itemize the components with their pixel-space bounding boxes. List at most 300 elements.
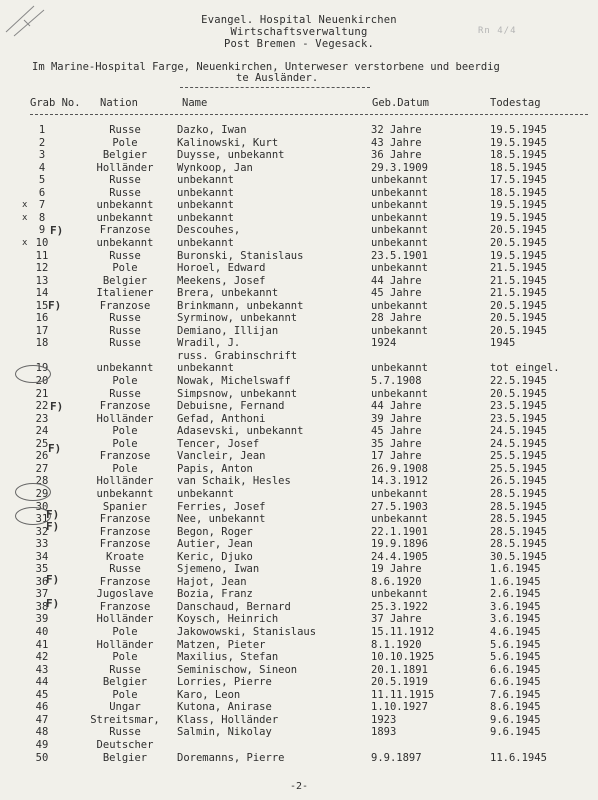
birth-date-cell: 19.9.1896	[371, 539, 428, 551]
death-date-cell: 1.6.1945	[490, 564, 541, 576]
nation-cell: Russe	[109, 727, 141, 739]
death-date-cell: 19.5.1945	[490, 212, 547, 224]
table-row	[0, 251, 598, 262]
death-date-cell: 9.6.1945	[490, 727, 541, 739]
name-cell: unbekannt	[177, 363, 234, 375]
grab-number: 26	[35, 451, 49, 463]
grab-number: 37	[35, 589, 49, 601]
margin-mark: F)	[48, 442, 62, 455]
grab-number: 33	[35, 539, 49, 551]
grab-number: 43	[35, 664, 49, 676]
death-date-cell: 18.5.1945	[490, 162, 547, 174]
row-mark: x	[22, 237, 28, 248]
birth-date-cell: 29.3.1909	[371, 162, 428, 174]
table-row	[0, 363, 598, 374]
birth-date-cell: 1924	[371, 338, 397, 350]
death-date-cell: 21.5.1945	[490, 275, 547, 287]
name-cell: Koysch, Heinrich	[177, 614, 279, 626]
nation-cell: Pole	[112, 652, 138, 664]
row-mark: x	[22, 200, 28, 211]
table-row	[0, 665, 598, 676]
nation-cell: Pole	[112, 426, 138, 438]
grab-number: 14	[35, 288, 49, 300]
nation-cell: Belgier	[102, 752, 148, 764]
nation-cell: Russe	[109, 175, 141, 187]
nation-cell: Spanier	[102, 501, 148, 513]
name-cell: Karo, Leon	[177, 689, 241, 701]
birth-date-cell: 9.9.1897	[371, 752, 422, 764]
name-cell: Kutona, Anirase	[177, 702, 272, 714]
name-cell: unbekannt	[177, 237, 234, 249]
birth-date-cell: 45 Jahre	[371, 288, 422, 300]
grab-number: 31	[35, 514, 49, 526]
death-date-cell: 5.6.1945	[490, 652, 541, 664]
nation-cell: Belgier	[102, 275, 148, 287]
table-row	[0, 552, 598, 563]
birth-date-cell: unbekannt	[371, 187, 428, 199]
birth-date-cell: 43 Jahre	[371, 137, 422, 149]
circle-annotation-29	[15, 483, 51, 501]
grab-number: 18	[35, 338, 49, 350]
birth-date-cell: unbekannt	[371, 589, 428, 601]
birth-date-cell: 5.7.1908	[371, 376, 422, 387]
grab-number: 2	[38, 137, 46, 149]
nation-cell: unbekannt	[96, 488, 154, 500]
name-cell: russ. Grabinschrift	[177, 350, 298, 362]
birth-date-cell: 17 Jahre	[371, 451, 422, 463]
grab-number: 35	[35, 564, 49, 576]
table-row	[0, 464, 598, 475]
nation-cell: Russe	[109, 564, 141, 576]
nation-cell: Franzose	[99, 526, 151, 538]
death-date-cell: 20.5.1945	[490, 388, 547, 400]
death-date-cell: 7.6.1945	[490, 689, 541, 701]
birth-date-cell: unbekannt	[371, 325, 428, 337]
death-date-cell: 3.6.1945	[490, 601, 541, 613]
birth-date-cell: unbekannt	[371, 212, 428, 224]
death-date-cell: 19.5.1945	[490, 137, 547, 149]
grab-number: 42	[35, 652, 49, 664]
table-row	[0, 338, 598, 349]
nation-cell: Holländer	[96, 614, 154, 626]
death-date-cell: 5.6.1945	[490, 639, 541, 651]
grab-number: 45	[35, 689, 49, 701]
table-row	[0, 589, 598, 600]
birth-date-cell: unbekannt	[371, 225, 428, 237]
table-row	[0, 451, 598, 462]
name-cell: Descouhes,	[177, 225, 241, 237]
name-cell: Nee, unbekannt	[177, 514, 266, 526]
col-header-death: Todestag	[490, 97, 541, 109]
nation-cell: Franzose	[99, 539, 151, 551]
name-cell: Danschaud, Bernard	[177, 601, 291, 613]
grab-number: 34	[35, 551, 49, 563]
death-date-cell: 20.5.1945	[490, 225, 547, 237]
nation-cell: Franzose	[99, 300, 151, 312]
name-cell: Demiano, Illijan	[177, 325, 279, 337]
nation-cell: Franzose	[99, 225, 151, 237]
margin-mark: F)	[46, 508, 60, 521]
header-line-2: Wirtschaftsverwaltung	[230, 26, 368, 38]
grab-number: 24	[35, 426, 49, 438]
grab-number: 30	[35, 501, 49, 513]
death-date-cell: 20.5.1945	[490, 313, 547, 325]
table-row	[0, 313, 598, 324]
name-cell: Jakowowski, Stanislaus	[177, 627, 317, 638]
table-row	[0, 426, 598, 437]
col-header-grab-no: Grab No.	[30, 97, 81, 109]
nation-cell: Franzose	[99, 451, 151, 463]
table-row	[0, 301, 598, 312]
birth-date-cell: 14.3.1912	[371, 476, 428, 488]
birth-date-cell: 36 Jahre	[371, 150, 422, 162]
nation-cell: Holländer	[96, 476, 154, 488]
death-date-cell: tot eingel.	[490, 363, 560, 375]
table-row	[0, 351, 598, 362]
grab-number: 16	[35, 313, 49, 325]
grab-number: 7	[38, 200, 46, 212]
nation-cell: Pole	[112, 376, 138, 387]
grab-number: 23	[35, 413, 49, 425]
row-mark: x	[22, 212, 28, 223]
grab-number: 28	[35, 476, 49, 488]
table-row	[0, 602, 598, 613]
birth-date-cell: 22.1.1901	[371, 526, 428, 538]
name-cell: Debuisne, Fernand	[177, 401, 285, 413]
name-cell: Sjemeno, Iwan	[177, 564, 260, 576]
grab-number: 50	[35, 752, 49, 764]
name-cell: unbekannt	[177, 212, 234, 224]
name-cell: Syrminow, unbekannt	[177, 313, 298, 325]
birth-date-cell: 26.9.1908	[371, 463, 428, 475]
nation-cell: Kroate	[106, 551, 144, 563]
death-date-cell: 28.5.1945	[490, 526, 547, 538]
table-row	[0, 677, 598, 688]
birth-date-cell: 28 Jahre	[371, 313, 422, 325]
death-date-cell: 28.5.1945	[490, 514, 547, 526]
death-date-cell: 6.6.1945	[490, 677, 541, 689]
birth-date-cell: 15.11.1912	[371, 627, 435, 638]
nation-cell: Russe	[109, 125, 141, 136]
nation-cell: Pole	[112, 689, 138, 701]
grab-number: 41	[35, 639, 49, 651]
death-date-cell: 30.5.1945	[490, 551, 547, 563]
nation-cell: Russe	[109, 250, 141, 262]
table-row	[0, 527, 598, 538]
name-cell: Nowak, Michelswaff	[177, 376, 291, 387]
death-date-cell: 20.5.1945	[490, 237, 547, 249]
birth-date-cell: 44 Jahre	[371, 401, 422, 413]
birth-date-cell: 32 Jahre	[371, 125, 422, 136]
birth-date-cell: unbekannt	[371, 363, 428, 375]
death-date-cell: 8.6.1945	[490, 702, 541, 714]
margin-mark: F)	[50, 400, 64, 413]
table-row	[0, 514, 598, 525]
name-cell: Begon, Roger	[177, 526, 253, 538]
name-cell: unbekannt	[177, 488, 234, 500]
nation-cell: Franzose	[99, 401, 151, 413]
death-date-cell: 20.5.1945	[490, 325, 547, 337]
birth-date-cell: 24.4.1905	[371, 551, 428, 563]
table-row	[0, 163, 598, 174]
table-row	[0, 200, 598, 211]
grab-number: 39	[35, 614, 49, 626]
death-date-cell: 28.5.1945	[490, 501, 547, 513]
table-row	[0, 213, 598, 224]
grab-number: 15	[35, 300, 49, 312]
nation-cell: Franzose	[99, 576, 151, 588]
table-row	[0, 188, 598, 199]
nation-cell: unbekannt	[96, 200, 154, 212]
nation-cell: Pole	[112, 438, 138, 450]
name-cell: Salmin, Nikolay	[177, 727, 272, 739]
name-cell: unbekannt	[177, 187, 234, 199]
death-date-cell: 24.5.1945	[490, 438, 547, 450]
death-date-cell: 28.5.1945	[490, 539, 547, 551]
header-line-1: Evangel. Hospital Neuenkirchen	[201, 14, 397, 26]
grab-number: 21	[35, 388, 49, 400]
grab-number: 13	[35, 275, 49, 287]
page-number: -2-	[289, 781, 309, 792]
death-date-cell: 2.6.1945	[490, 589, 541, 601]
birth-date-cell: 20.5.1919	[371, 677, 428, 689]
death-date-cell: 25.5.1945	[490, 451, 547, 463]
table-row	[0, 564, 598, 575]
death-date-cell: 19.5.1945	[490, 250, 547, 262]
table-row	[0, 502, 598, 513]
name-cell: unbekannt	[177, 175, 234, 187]
nation-cell: Italiener	[96, 288, 154, 300]
table-row	[0, 740, 598, 751]
col-header-name: Name	[182, 97, 208, 109]
table-row	[0, 727, 598, 738]
table-row	[0, 489, 598, 500]
table-row	[0, 690, 598, 701]
death-date-cell: 21.5.1945	[490, 288, 547, 300]
table-row	[0, 627, 598, 638]
margin-mark: F)	[46, 573, 60, 586]
nation-cell: Franzose	[99, 601, 151, 613]
name-cell: Adasevski, unbekannt	[177, 426, 304, 438]
table-row	[0, 476, 598, 487]
birth-date-cell: unbekannt	[371, 514, 428, 526]
nation-cell: Jugoslave	[96, 589, 154, 601]
grab-number: 20	[35, 376, 49, 387]
name-cell: Wradil, J.	[177, 338, 241, 350]
nation-cell: Belgier	[102, 677, 148, 689]
birth-date-cell: 39 Jahre	[371, 413, 422, 425]
birth-date-cell: 37 Jahre	[371, 614, 422, 626]
margin-mark: F)	[48, 299, 62, 312]
death-date-cell: 4.6.1945	[490, 627, 541, 638]
table-row	[0, 376, 598, 387]
name-cell: Lorries, Pierre	[177, 677, 272, 689]
name-cell: Maxilius, Stefan	[177, 652, 279, 664]
birth-date-cell: unbekannt	[371, 263, 428, 275]
birth-date-cell: 44 Jahre	[371, 275, 422, 287]
death-date-cell: 19.5.1945	[490, 200, 547, 212]
nation-cell: Holländer	[96, 162, 154, 174]
table-row	[0, 150, 598, 161]
table-row	[0, 288, 598, 299]
birth-date-cell: 10.10.1925	[371, 652, 435, 664]
death-date-cell: 9.6.1945	[490, 714, 541, 726]
table-row	[0, 326, 598, 337]
grab-number: 36	[35, 576, 49, 588]
nation-cell: Holländer	[96, 413, 154, 425]
birth-date-cell: unbekannt	[371, 175, 428, 187]
table-row	[0, 577, 598, 588]
grab-number: 10	[35, 237, 49, 249]
birth-date-cell: 25.3.1922	[371, 601, 428, 613]
table-row	[0, 414, 598, 425]
name-cell: Meekens, Josef	[177, 275, 266, 287]
name-cell: Dazko, Iwan	[177, 125, 247, 136]
death-date-cell: 3.6.1945	[490, 614, 541, 626]
death-date-cell: 1945	[490, 338, 516, 350]
table-row	[0, 138, 598, 149]
name-cell: Doremanns, Pierre	[177, 752, 285, 764]
table-row	[0, 401, 598, 412]
death-date-cell: 28.5.1945	[490, 488, 547, 500]
table-row	[0, 715, 598, 726]
intro-line-1: Im Marine-Hospital Farge, Neuenkirchen, Unterweser verstorbene und beerdig	[32, 61, 500, 73]
grab-number: 1	[38, 125, 46, 136]
grab-number: 8	[38, 212, 46, 224]
death-date-cell: 24.5.1945	[490, 426, 547, 438]
grab-number: 47	[35, 714, 49, 726]
col-header-nation: Nation	[100, 97, 138, 109]
nation-cell: Russe	[109, 338, 141, 350]
grab-number: 38	[35, 601, 49, 613]
death-date-cell: 21.5.1945	[490, 263, 547, 275]
table-row	[0, 753, 598, 764]
table-row	[0, 175, 598, 186]
birth-date-cell: unbekannt	[371, 388, 428, 400]
nation-cell: Russe	[109, 325, 141, 337]
name-cell: Horoel, Edward	[177, 263, 266, 275]
birth-date-cell: 1893	[371, 727, 397, 739]
name-cell: Papis, Anton	[177, 463, 253, 475]
birth-date-cell: 8.1.1920	[371, 639, 422, 651]
grab-number: 46	[35, 702, 49, 714]
table-row	[0, 439, 598, 450]
death-date-cell: 22.5.1945	[490, 376, 547, 387]
birth-date-cell: 35 Jahre	[371, 438, 422, 450]
grab-number: 32	[35, 526, 49, 538]
name-cell: Duysse, unbekannt	[177, 150, 285, 162]
margin-mark: F)	[46, 520, 60, 533]
birth-date-cell: 20.1.1891	[371, 664, 428, 676]
name-cell: Tencer, Josef	[177, 438, 260, 450]
table-row	[0, 276, 598, 287]
table-row	[0, 702, 598, 713]
nation-cell: Streitsmar,	[90, 714, 160, 726]
table-row	[0, 389, 598, 400]
circle-annotation-19	[15, 365, 51, 383]
name-cell: Brera, unbekannt	[177, 288, 279, 300]
death-date-cell: 26.5.1945	[490, 476, 547, 488]
grab-number: 25	[35, 438, 49, 450]
nation-cell: Russe	[109, 664, 141, 676]
birth-date-cell: 27.5.1903	[371, 501, 428, 513]
name-cell: Simpsnow, unbekannt	[177, 388, 298, 400]
death-date-cell: 17.5.1945	[490, 175, 547, 187]
death-date-cell: 11.6.1945	[490, 752, 547, 764]
birth-date-cell: 1.10.1927	[371, 702, 428, 714]
birth-date-cell: unbekannt	[371, 488, 428, 500]
name-cell: Kalinowski, Kurt	[177, 137, 279, 149]
birth-date-cell: 1923	[371, 714, 397, 726]
name-cell: Bozia, Franz	[177, 589, 253, 601]
death-date-cell: 20.5.1945	[490, 300, 547, 312]
margin-mark: F)	[46, 597, 60, 610]
birth-date-cell: unbekannt	[371, 300, 428, 312]
grab-number: 19	[35, 363, 49, 375]
nation-cell: Franzose	[99, 514, 151, 526]
death-date-cell: 18.5.1945	[490, 150, 547, 162]
nation-cell: Pole	[112, 463, 138, 475]
faint-stamp: Rn 4/4	[478, 26, 517, 36]
grab-number: 17	[35, 325, 49, 337]
nation-cell: Pole	[112, 627, 138, 638]
col-header-birth: Geb.Datum	[372, 97, 429, 109]
name-cell: unbekannt	[177, 200, 234, 212]
nation-cell: unbekannt	[96, 237, 154, 249]
table-row	[0, 263, 598, 274]
death-date-cell: 18.5.1945	[490, 187, 547, 199]
table-row	[0, 225, 598, 236]
name-cell: Buronski, Stanislaus	[177, 250, 304, 262]
name-cell: Ferries, Josef	[177, 501, 266, 513]
birth-date-cell: 23.5.1901	[371, 250, 428, 262]
nation-cell: Pole	[112, 137, 138, 149]
name-cell: Seminischow, Sineon	[177, 664, 298, 676]
name-cell: Autier, Jean	[177, 539, 253, 551]
birth-date-cell: unbekannt	[371, 237, 428, 249]
birth-date-cell: 8.6.1920	[371, 576, 422, 588]
header-rule	[30, 114, 588, 115]
name-cell: Hajot, Jean	[177, 576, 247, 588]
table-row	[0, 614, 598, 625]
name-cell: Vancleir, Jean	[177, 451, 266, 463]
nation-cell: Belgier	[102, 150, 148, 162]
name-cell: Gefad, Anthoni	[177, 413, 266, 425]
nation-cell: Russe	[109, 187, 141, 199]
grab-number: 49	[35, 739, 49, 751]
birth-date-cell: 19 Jahre	[371, 564, 422, 576]
grab-number: 11	[35, 250, 49, 262]
table-row	[0, 539, 598, 550]
name-cell: van Schaik, Hesles	[177, 476, 291, 488]
nation-cell: Russe	[109, 388, 141, 400]
grab-number: 9	[38, 225, 46, 237]
grab-number: 12	[35, 263, 49, 275]
table-row	[0, 238, 598, 249]
grab-number: 4	[38, 162, 46, 174]
grab-number: 5	[38, 175, 46, 187]
nation-cell: Holländer	[96, 639, 154, 651]
death-date-cell: 23.5.1945	[490, 401, 547, 413]
intro-underline	[180, 87, 370, 88]
nation-cell: Russe	[109, 313, 141, 325]
name-cell: Matzen, Pieter	[177, 639, 266, 651]
nation-cell: Deutscher	[96, 739, 154, 751]
death-date-cell: 23.5.1945	[490, 413, 547, 425]
grab-number: 22	[35, 401, 49, 413]
nation-cell: unbekannt	[96, 363, 154, 375]
name-cell: Wynkoop, Jan	[177, 162, 253, 174]
